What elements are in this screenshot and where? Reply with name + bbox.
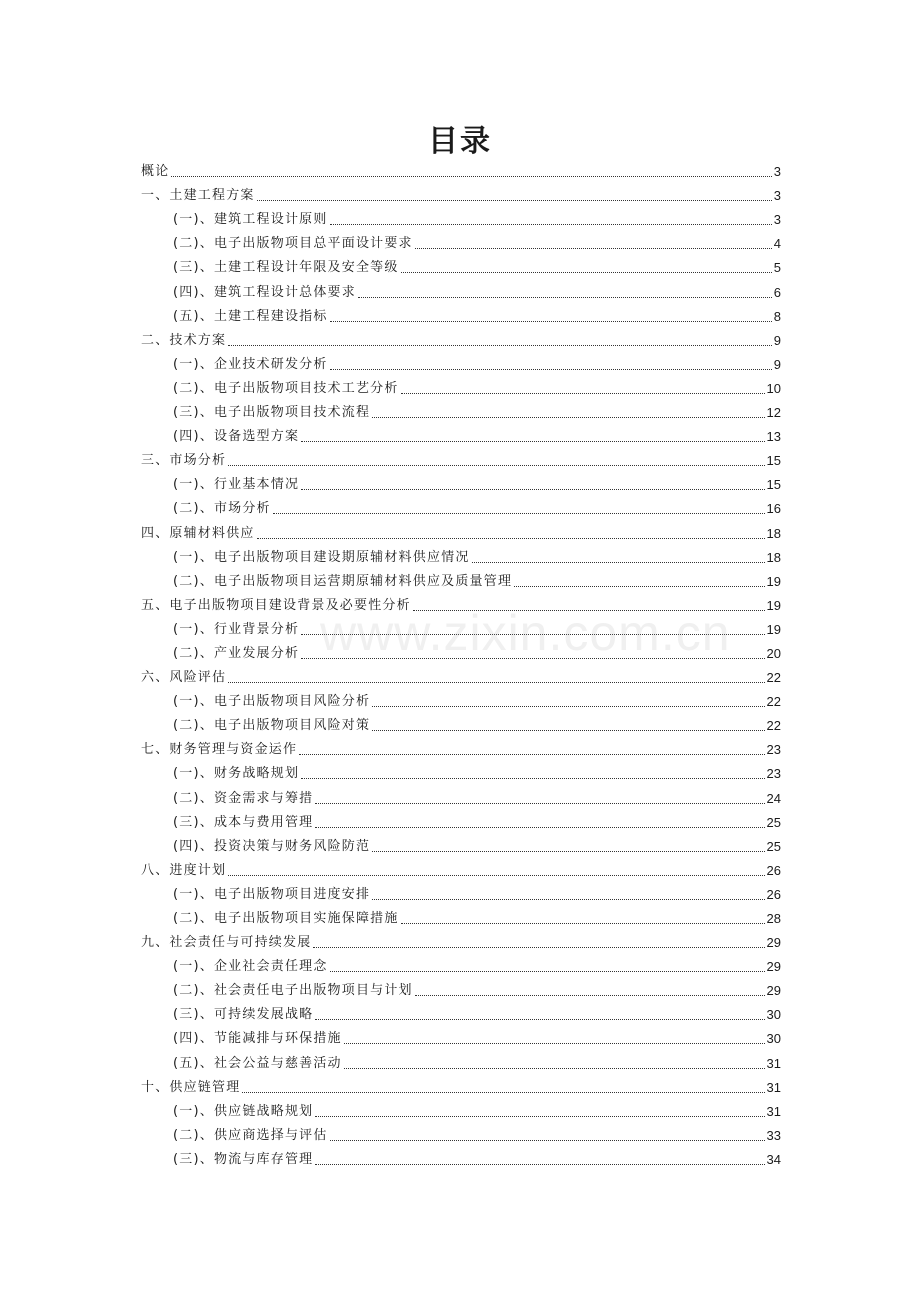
table-of-contents bbox=[141, 160, 781, 1172]
toc-entry-label: 七、财务管理与资金运作 bbox=[141, 742, 298, 758]
toc-entry-page-number: 28 bbox=[766, 911, 781, 926]
toc-entry-subsection[interactable] bbox=[141, 1100, 781, 1124]
toc-entry-page-number: 19 bbox=[766, 573, 781, 589]
dot-leader bbox=[273, 513, 765, 514]
toc-entry-section[interactable] bbox=[141, 859, 781, 883]
toc-entry-label: (二)、供应商选择与评估 bbox=[173, 1127, 328, 1143]
toc-entry-page-number: 4 bbox=[773, 236, 781, 252]
toc-entry-page-number: 25 bbox=[766, 814, 781, 830]
toc-entry-section[interactable] bbox=[141, 738, 781, 762]
toc-entry-page-number: 15 bbox=[766, 453, 781, 469]
toc-entry-label: (三)、物流与库存管理 bbox=[173, 1151, 314, 1167]
dot-leader bbox=[415, 995, 765, 996]
dot-leader bbox=[372, 851, 764, 852]
toc-entry-subsection[interactable] bbox=[141, 570, 781, 594]
toc-entry-subsection[interactable] bbox=[141, 425, 781, 449]
toc-entry-subsection[interactable] bbox=[141, 955, 781, 979]
toc-entry-label: (三)、电子出版物项目技术流程 bbox=[173, 405, 371, 421]
toc-entry-page-number: 19 bbox=[766, 597, 781, 613]
toc-entry-label: 六、风险评估 bbox=[141, 670, 227, 686]
toc-entry-section[interactable] bbox=[141, 666, 781, 690]
dot-leader bbox=[330, 321, 772, 322]
dot-leader bbox=[315, 1019, 764, 1020]
toc-entry-page-number: 31 bbox=[766, 1103, 781, 1119]
dot-leader bbox=[472, 562, 765, 563]
toc-entry-subsection[interactable] bbox=[141, 907, 781, 931]
toc-entry-page-number: 13 bbox=[766, 429, 781, 445]
dot-leader bbox=[301, 778, 764, 779]
toc-entry-section[interactable] bbox=[141, 521, 781, 545]
toc-entry-page-number: 26 bbox=[766, 886, 781, 902]
toc-entry-label: (四)、节能减排与环保措施 bbox=[173, 1031, 342, 1047]
toc-entry-page-number: 12 bbox=[766, 405, 781, 421]
dot-leader bbox=[372, 417, 764, 418]
toc-entry-label: (五)、土建工程建设指标 bbox=[173, 308, 328, 324]
toc-entry-page-number: 6 bbox=[773, 284, 781, 300]
toc-entry-label: (五)、社会公益与慈善活动 bbox=[173, 1055, 342, 1071]
dot-leader bbox=[257, 200, 772, 201]
toc-entry-label: (一)、行业背景分析 bbox=[173, 621, 300, 637]
dot-leader bbox=[514, 586, 764, 587]
dot-leader bbox=[315, 1164, 764, 1165]
toc-entry-label: 三、市场分析 bbox=[141, 453, 227, 469]
toc-entry-page-number: 9 bbox=[773, 332, 781, 348]
toc-entry-page-number: 22 bbox=[766, 718, 781, 734]
toc-entry-subsection[interactable] bbox=[141, 786, 781, 810]
toc-entry-page-number: 19 bbox=[766, 621, 781, 637]
toc-entry-label: (一)、建筑工程设计原则 bbox=[173, 212, 328, 228]
toc-entry-label: (二)、社会责任电子出版物项目与计划 bbox=[173, 983, 413, 999]
dot-leader bbox=[299, 754, 764, 755]
dot-leader bbox=[330, 224, 772, 225]
dot-leader bbox=[301, 634, 764, 635]
toc-entry-page-number: 31 bbox=[766, 1079, 781, 1095]
toc-entry-page-number: 3 bbox=[773, 164, 781, 180]
toc-entry-subsection[interactable] bbox=[141, 305, 781, 329]
toc-entry-subsection[interactable] bbox=[141, 762, 781, 786]
dot-leader bbox=[242, 1092, 764, 1093]
toc-entry-subsection[interactable] bbox=[141, 883, 781, 907]
toc-entry-page-number: 23 bbox=[766, 766, 781, 782]
toc-entry-label: 八、进度计划 bbox=[141, 862, 227, 878]
toc-entry-label: (一)、企业技术研发分析 bbox=[173, 356, 328, 372]
toc-entry-label: (一)、财务战略规划 bbox=[173, 766, 300, 782]
toc-entry-section[interactable] bbox=[141, 449, 781, 473]
toc-entry-subsection[interactable] bbox=[141, 714, 781, 738]
dot-leader bbox=[228, 465, 764, 466]
dot-leader bbox=[344, 1068, 765, 1069]
dot-leader bbox=[401, 393, 765, 394]
toc-entry-label: (三)、成本与费用管理 bbox=[173, 814, 314, 830]
toc-entry-label: 概论 bbox=[141, 164, 170, 180]
toc-entry-page-number: 15 bbox=[766, 477, 781, 493]
toc-entry-section[interactable] bbox=[141, 184, 781, 208]
toc-entry-label: (四)、投资决策与财务风险防范 bbox=[173, 838, 371, 854]
toc-entry-subsection[interactable] bbox=[141, 618, 781, 642]
toc-entry-subsection[interactable] bbox=[141, 280, 781, 304]
dot-leader bbox=[301, 489, 764, 490]
dot-leader bbox=[315, 1116, 764, 1117]
toc-entry-label: (二)、电子出版物项目实施保障措施 bbox=[173, 911, 399, 926]
toc-entry-subsection[interactable] bbox=[141, 401, 781, 425]
toc-entry-page-number: 22 bbox=[766, 670, 781, 686]
toc-entry-subsection[interactable] bbox=[141, 353, 781, 377]
toc-entry-label: (一)、电子出版物项目建设期原辅材料供应情况 bbox=[173, 549, 470, 565]
watermark: www.zixin.com.cn bbox=[320, 605, 731, 661]
toc-entry-page-number: 3 bbox=[773, 188, 781, 204]
toc-entry-label: (一)、行业基本情况 bbox=[173, 477, 300, 493]
toc-entry-page-number: 5 bbox=[773, 260, 781, 276]
toc-entry-page-number: 30 bbox=[766, 1007, 781, 1023]
dot-leader bbox=[358, 297, 772, 298]
toc-entry-page-number: 26 bbox=[766, 862, 781, 878]
toc-entry-page-number: 23 bbox=[766, 742, 781, 758]
toc-entry-page-number: 20 bbox=[766, 645, 781, 661]
dot-leader bbox=[415, 248, 772, 249]
toc-entry-section[interactable] bbox=[141, 594, 781, 618]
toc-entry-page-number: 29 bbox=[766, 935, 781, 951]
toc-entry-label: (二)、市场分析 bbox=[173, 501, 271, 517]
toc-entry-label: (二)、电子出版物项目总平面设计要求 bbox=[173, 236, 413, 252]
toc-entry-subsection[interactable] bbox=[141, 1003, 781, 1027]
toc-entry-label: 五、电子出版物项目建设背景及必要性分析 bbox=[141, 597, 411, 613]
toc-entry-page-number: 3 bbox=[773, 212, 781, 228]
toc-entry-label: (三)、土建工程设计年限及安全等级 bbox=[173, 260, 399, 276]
toc-entry-subsection[interactable] bbox=[141, 979, 781, 1003]
toc-entry-label: (一)、供应链战略规划 bbox=[173, 1103, 314, 1119]
toc-entry-label: (二)、电子出版物项目技术工艺分析 bbox=[173, 380, 399, 396]
toc-entry-subsection[interactable] bbox=[141, 473, 781, 497]
dot-leader bbox=[228, 682, 764, 683]
toc-entry-section[interactable] bbox=[141, 160, 781, 184]
toc-entry-page-number: 9 bbox=[773, 356, 781, 372]
dot-leader bbox=[372, 730, 764, 731]
toc-entry-label: (二)、资金需求与筹措 bbox=[173, 790, 314, 806]
dot-leader bbox=[301, 441, 764, 442]
dot-leader bbox=[228, 875, 764, 876]
toc-entry-subsection[interactable] bbox=[141, 690, 781, 714]
toc-entry-label: (二)、产业发展分析 bbox=[173, 645, 300, 661]
toc-entry-page-number: 22 bbox=[766, 694, 781, 710]
dot-leader bbox=[344, 1043, 765, 1044]
dot-leader bbox=[372, 899, 764, 900]
toc-entry-page-number: 34 bbox=[766, 1151, 781, 1167]
toc-entry-section[interactable] bbox=[141, 931, 781, 955]
dot-leader bbox=[372, 706, 764, 707]
dot-leader bbox=[401, 923, 765, 924]
toc-entry-section[interactable] bbox=[141, 329, 781, 353]
toc-entry-label: (三)、可持续发展战略 bbox=[173, 1007, 314, 1023]
toc-entry-page-number: 29 bbox=[766, 959, 781, 975]
toc-entry-label: (一)、电子出版物项目风险分析 bbox=[173, 694, 371, 710]
toc-entry-subsection[interactable] bbox=[141, 546, 781, 570]
toc-entry-page-number: 29 bbox=[766, 983, 781, 999]
dot-leader bbox=[330, 1140, 765, 1141]
toc-entry-page-number: 18 bbox=[766, 549, 781, 565]
toc-entry-subsection[interactable] bbox=[141, 232, 781, 256]
toc-entry-label: (四)、设备选型方案 bbox=[173, 429, 300, 445]
toc-entry-subsection[interactable] bbox=[141, 811, 781, 835]
toc-entry-section[interactable] bbox=[141, 1076, 781, 1100]
toc-entry-label: 十、供应链管理 bbox=[141, 1079, 241, 1095]
dot-leader bbox=[171, 176, 771, 177]
dot-leader bbox=[401, 272, 772, 273]
toc-entry-label: (二)、电子出版物项目运营期原辅材料供应及质量管理 bbox=[173, 573, 513, 589]
toc-entry-subsection[interactable] bbox=[141, 497, 781, 521]
dot-leader bbox=[330, 369, 772, 370]
toc-entry-page-number: 30 bbox=[766, 1031, 781, 1047]
dot-leader bbox=[228, 345, 772, 346]
toc-entry-subsection[interactable] bbox=[141, 1148, 781, 1172]
dot-leader bbox=[257, 538, 765, 539]
toc-entry-subsection[interactable] bbox=[141, 1027, 781, 1051]
toc-entry-label: (四)、建筑工程设计总体要求 bbox=[173, 284, 356, 300]
toc-entry-subsection[interactable] bbox=[141, 642, 781, 666]
toc-entry-subsection[interactable] bbox=[141, 1124, 781, 1148]
toc-entry-page-number: 10 bbox=[766, 380, 781, 396]
dot-leader bbox=[313, 947, 764, 948]
toc-entry-label: (一)、电子出版物项目进度安排 bbox=[173, 886, 371, 902]
toc-entry-page-number: 33 bbox=[766, 1127, 781, 1143]
toc-entry-label: 九、社会责任与可持续发展 bbox=[141, 935, 312, 951]
toc-entry-label: 二、技术方案 bbox=[141, 332, 227, 348]
page-title: 目录 bbox=[428, 124, 492, 159]
dot-leader bbox=[315, 827, 764, 828]
dot-leader bbox=[301, 658, 764, 659]
toc-entry-page-number: 24 bbox=[766, 790, 781, 806]
toc-entry-page-number: 16 bbox=[766, 501, 781, 517]
toc-entry-page-number: 25 bbox=[766, 838, 781, 854]
toc-entry-subsection[interactable] bbox=[141, 1051, 781, 1075]
toc-entry-page-number: 8 bbox=[773, 308, 781, 324]
toc-entry-subsection[interactable] bbox=[141, 208, 781, 232]
dot-leader bbox=[413, 610, 765, 611]
toc-entry-page-number: 31 bbox=[766, 1055, 781, 1071]
toc-entry-label: 一、土建工程方案 bbox=[141, 188, 255, 204]
toc-entry-page-number: 18 bbox=[766, 525, 781, 541]
dot-leader bbox=[315, 803, 764, 804]
toc-entry-label: (二)、电子出版物项目风险对策 bbox=[173, 718, 371, 734]
toc-entry-subsection[interactable] bbox=[141, 835, 781, 859]
toc-entry-subsection[interactable] bbox=[141, 256, 781, 280]
toc-entry-label: (一)、企业社会责任理念 bbox=[173, 959, 328, 975]
dot-leader bbox=[330, 971, 765, 972]
toc-entry-label: 四、原辅材料供应 bbox=[141, 525, 255, 541]
toc-entry-subsection[interactable] bbox=[141, 377, 781, 401]
